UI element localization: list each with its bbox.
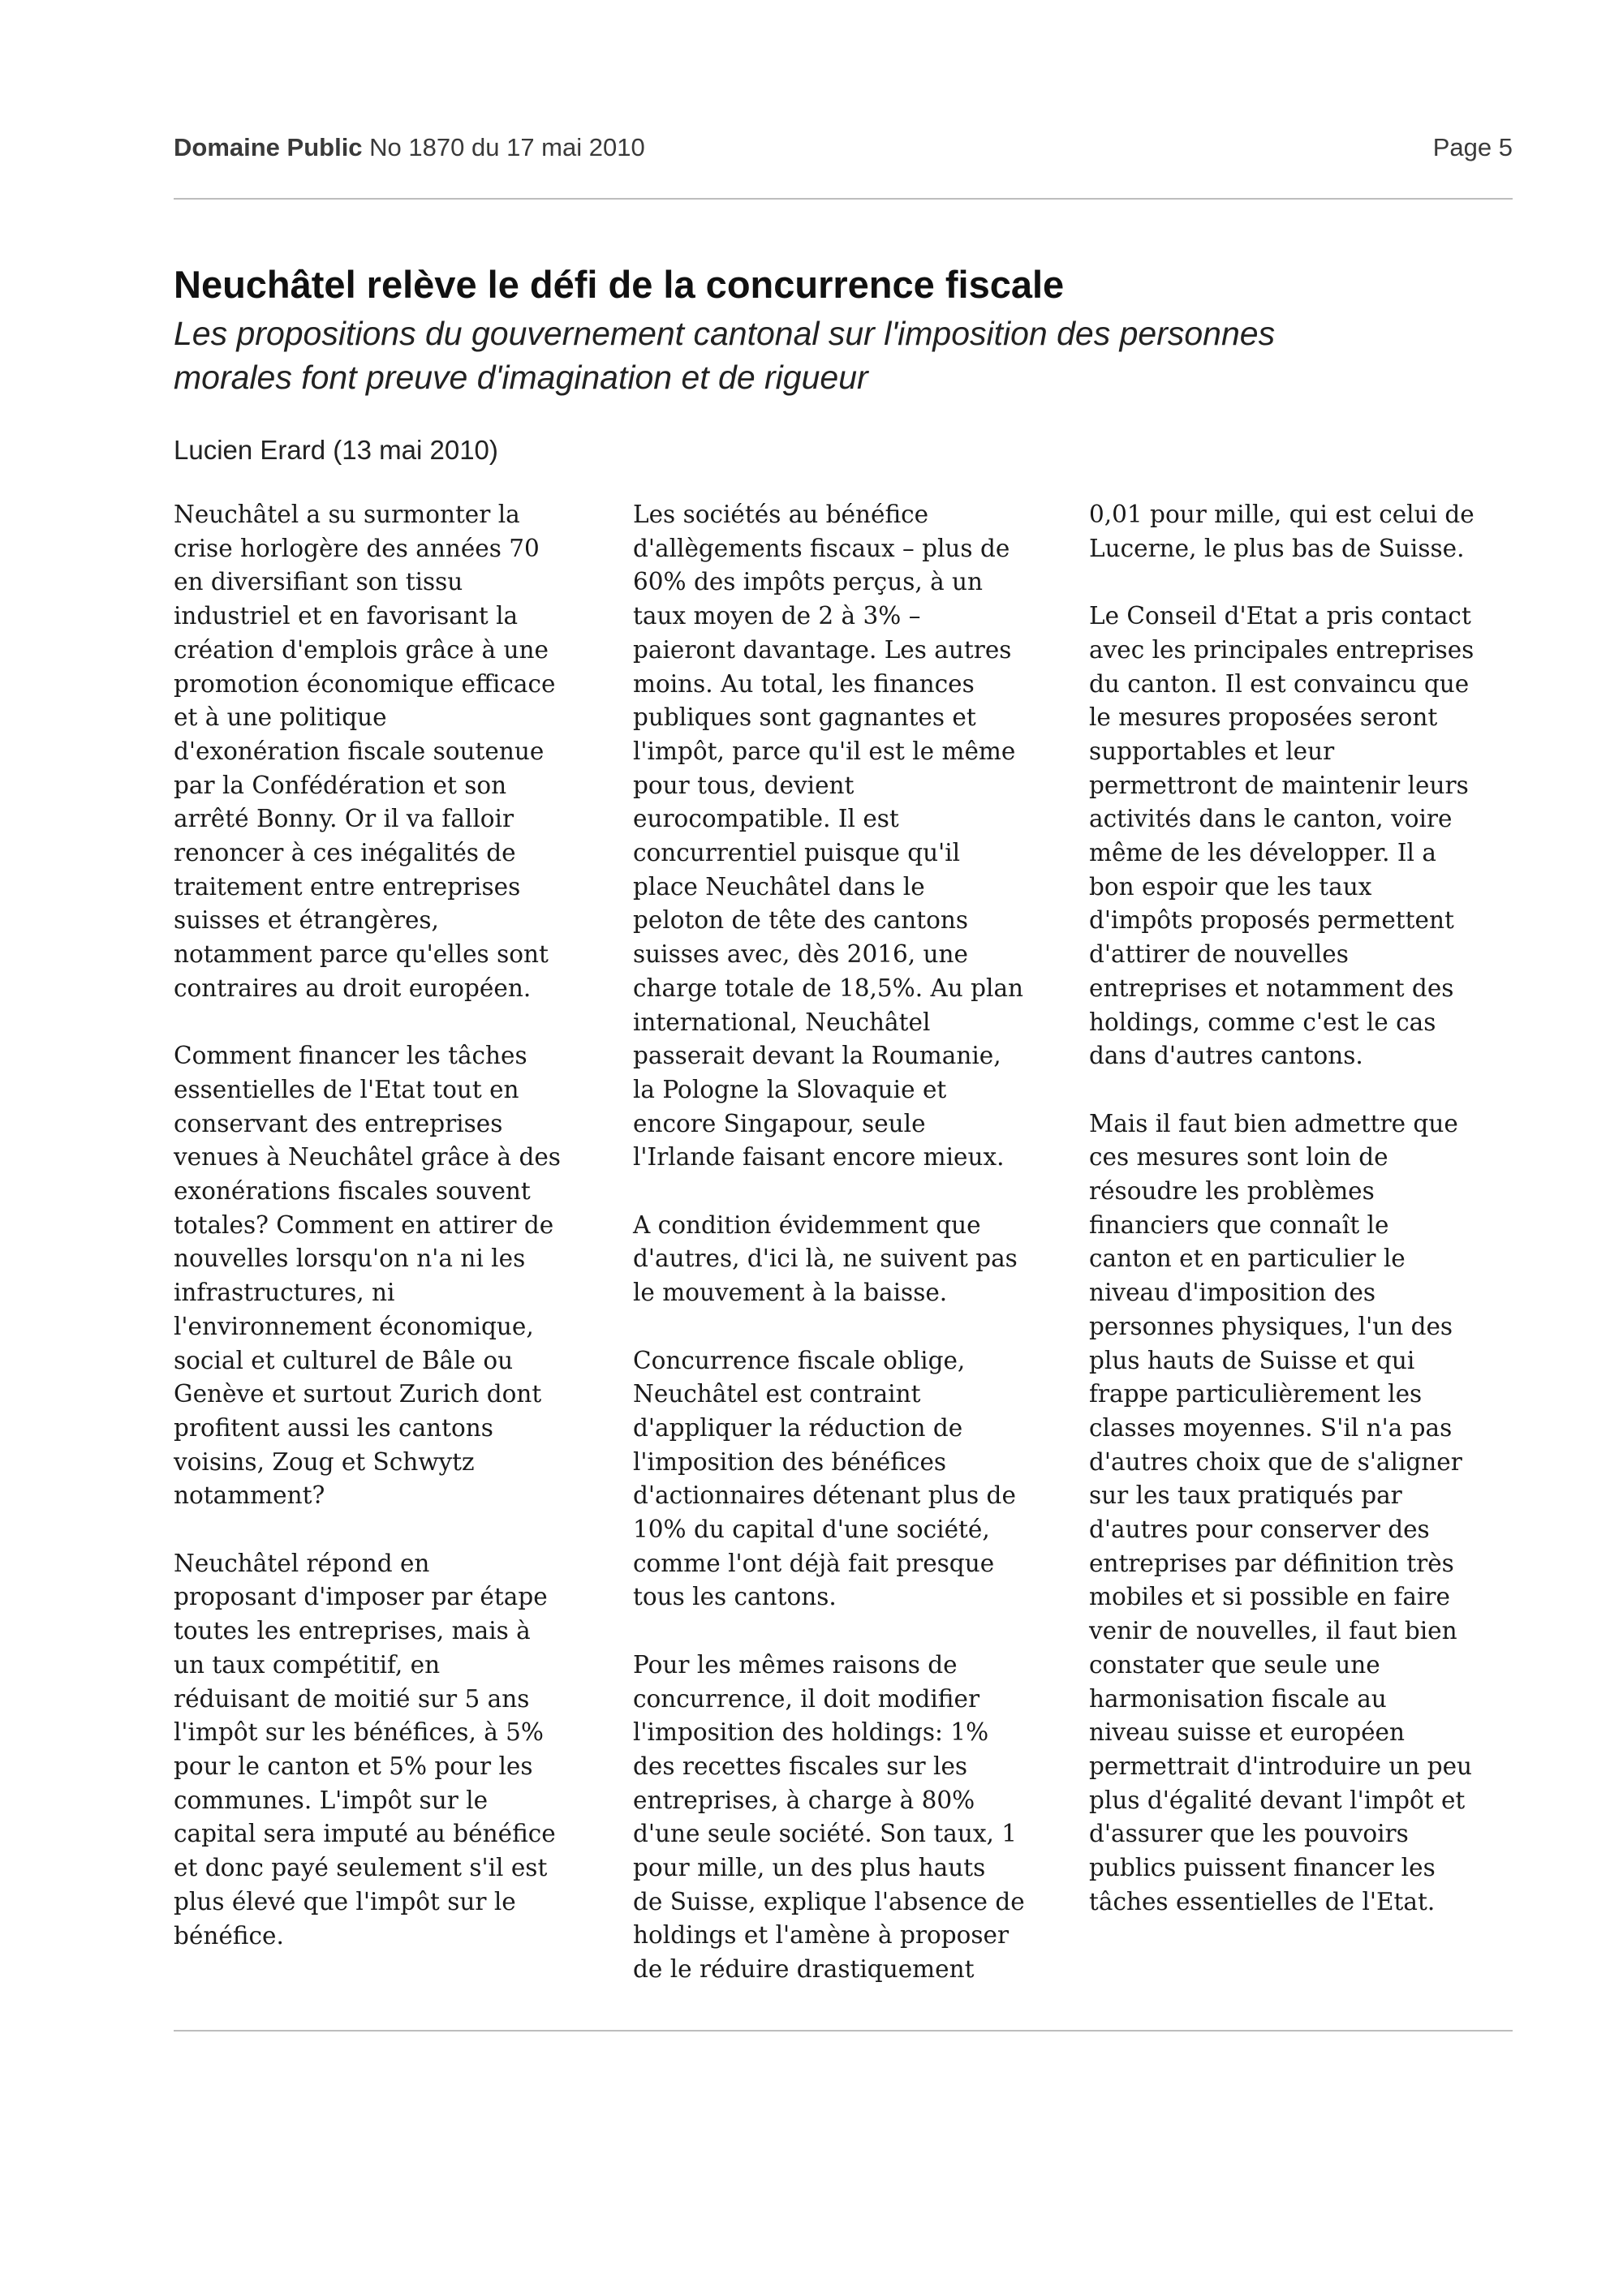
text-column-2 xyxy=(633,498,1055,1987)
text-line: social et culturel de Bâle ou xyxy=(174,1346,514,1374)
text-line: résoudre les problèmes xyxy=(1089,1177,1375,1206)
text-line: charge totale de 18,5%. Au plan xyxy=(633,974,1024,1002)
text-line: des recettes fiscales sur les xyxy=(633,1752,968,1780)
subtitle-line: Les propositions du gouvernement cantonal sur l'imposition des personnes xyxy=(174,315,1276,352)
text-line: le mouvement à la baisse. xyxy=(633,1279,948,1307)
text-line: eurocompatible. Il est xyxy=(633,805,899,833)
text-line: capital sera imputé au bénéfice xyxy=(174,1820,556,1848)
text-line: concurrentiel puisque qu'il xyxy=(633,839,961,867)
article-title: Neuchâtel relève le défi de la concurrence fiscale xyxy=(174,263,1065,306)
text-line: publics puissent financer les xyxy=(1089,1854,1436,1882)
text-line: holdings et l'amène à proposer xyxy=(633,1921,1010,1950)
text-line: l'Irlande faisant encore mieux. xyxy=(633,1143,1005,1172)
text-line: Pour les mêmes raisons de xyxy=(633,1650,958,1679)
text-line: suisses avec, dès 2016, une xyxy=(633,940,968,969)
text-column-3 xyxy=(1089,498,1511,1920)
text-line: toutes les entreprises, mais à xyxy=(174,1617,531,1645)
paragraph xyxy=(633,1209,1055,1310)
text-line: niveau suisse et européen xyxy=(1089,1718,1406,1747)
text-line: financiers que connaît le xyxy=(1089,1210,1389,1239)
text-line: entreprises par définition très xyxy=(1089,1549,1454,1577)
text-line: de le réduire drastiquement xyxy=(633,1955,975,1984)
issue-info: No 1870 du 17 mai 2010 xyxy=(369,133,645,161)
header-left xyxy=(174,133,645,162)
text-line: pour mille, un des plus hauts xyxy=(633,1854,986,1882)
text-line: renoncer à ces inégalités de xyxy=(174,839,516,867)
text-line: bon espoir que les taux xyxy=(1089,872,1372,901)
paragraph-gap xyxy=(1089,565,1511,600)
paragraph-gap xyxy=(1089,1073,1511,1107)
text-line: passerait devant la Roumanie, xyxy=(633,1042,1001,1070)
text-line: suisses et étrangères, xyxy=(174,906,439,935)
text-line: et à une politique xyxy=(174,703,387,732)
text-line: niveau d'imposition des xyxy=(1089,1279,1376,1307)
text-line: 60% des impôts perçus, à un xyxy=(633,568,984,596)
text-line: moins. Au total, les finances xyxy=(633,669,975,698)
text-line: conservant des entreprises xyxy=(174,1109,503,1137)
text-line: notamment? xyxy=(174,1481,325,1510)
text-line: tâches essentielles de l'Etat. xyxy=(1089,1887,1436,1915)
text-line: d'attirer de nouvelles xyxy=(1089,940,1349,969)
text-line: sur les taux pratiqués par xyxy=(1089,1481,1402,1510)
paragraph xyxy=(174,1039,596,1513)
text-line: l'impôt sur les bénéfices, à 5% xyxy=(174,1718,544,1747)
paragraph xyxy=(1089,1107,1511,1920)
text-line: même de les développer. Il a xyxy=(1089,839,1436,867)
text-line: d'autres pour conserver des xyxy=(1089,1516,1430,1544)
text-line: d'autres, d'ici là, ne suivent pas xyxy=(633,1245,1018,1273)
text-line: holdings, comme c'est le cas xyxy=(1089,1008,1436,1036)
paragraph xyxy=(174,1547,596,1953)
text-line: d'assurer que les pouvoirs xyxy=(1089,1820,1409,1848)
text-line: d'autres choix que de s'aligner xyxy=(1089,1447,1462,1476)
text-line: promotion économique efficace xyxy=(174,669,556,698)
text-line: la Pologne la Slovaquie et xyxy=(633,1075,947,1103)
text-line: canton et en particulier le xyxy=(1089,1245,1406,1273)
text-line: dans d'autres cantons. xyxy=(1089,1042,1363,1070)
text-line: pour le canton et 5% pour les xyxy=(174,1752,533,1780)
text-line: permettrait d'introduire un peu xyxy=(1089,1752,1473,1780)
paragraph xyxy=(633,1344,1055,1615)
text-line: communes. L'impôt sur le xyxy=(174,1786,489,1814)
text-line: création d'emplois grâce à une xyxy=(174,635,549,664)
text-line: réduisant de moitié sur 5 ans xyxy=(174,1684,530,1713)
paragraph xyxy=(174,498,596,1006)
paragraph-gap xyxy=(633,1615,1055,1649)
text-line: d'une seule société. Son taux, 1 xyxy=(633,1820,1018,1848)
text-line: exonérations fiscales souvent xyxy=(174,1177,531,1206)
text-line: d'impôts proposés permettent xyxy=(1089,906,1454,935)
paragraph xyxy=(1089,600,1511,1073)
text-line: l'imposition des holdings: 1% xyxy=(633,1718,989,1747)
text-line: en diversifiant son tissu xyxy=(174,568,463,596)
text-line: mobiles et si possible en faire xyxy=(1089,1583,1450,1611)
text-line: bénéfice. xyxy=(174,1921,284,1950)
text-line: publiques sont gagnantes et xyxy=(633,703,976,732)
text-line: Neuchâtel a su surmonter la xyxy=(174,501,520,528)
text-line: infrastructures, ni xyxy=(174,1279,395,1307)
text-line: concurrence, il doit modifier xyxy=(633,1684,980,1713)
text-line: l'imposition des bénéfices xyxy=(633,1447,947,1476)
text-line: un taux compétitif, en xyxy=(174,1650,441,1679)
text-line: notamment parce qu'elles sont xyxy=(174,940,549,969)
paragraph xyxy=(633,1649,1055,1987)
text-line: traitement entre entreprises xyxy=(174,872,521,901)
text-line: peloton de tête des cantons xyxy=(633,906,968,935)
text-line: classes moyennes. S'il n'a pas xyxy=(1089,1413,1453,1442)
text-line: harmonisation fiscale au xyxy=(1089,1684,1387,1713)
text-line: l'impôt, parce qu'il est le même xyxy=(633,737,1016,765)
text-line: le mesures proposées seront xyxy=(1089,703,1438,732)
text-line: place Neuchâtel dans le xyxy=(633,872,925,901)
text-line: proposant d'imposer par étape xyxy=(174,1583,548,1611)
text-line: de Suisse, explique l'absence de xyxy=(633,1887,1025,1915)
text-line: d'allègements fiscaux – plus de xyxy=(633,534,1010,562)
text-line: plus élevé que l'impôt sur le xyxy=(174,1887,516,1915)
text-line: d'actionnaires détenant plus de xyxy=(633,1481,1016,1510)
paragraph xyxy=(633,498,1055,1175)
publication-name: Domaine Public xyxy=(174,133,363,161)
text-line: totales? Comment en attirer de xyxy=(174,1210,554,1239)
text-line: Neuchâtel est contraint xyxy=(633,1380,921,1408)
text-line: Comment financer les tâches xyxy=(174,1042,527,1070)
page-header xyxy=(174,133,1513,170)
text-line: entreprises, à charge à 80% xyxy=(633,1786,975,1814)
text-column-1 xyxy=(174,498,596,1953)
text-line: A condition évidemment que xyxy=(633,1210,981,1239)
text-line: permettront de maintenir leurs xyxy=(1089,771,1469,799)
text-line: 0,01 pour mille, qui est celui de xyxy=(1089,501,1474,528)
header-divider xyxy=(174,198,1513,200)
text-line: Mais il faut bien admettre que xyxy=(1089,1109,1458,1137)
text-line: contraires au droit européen. xyxy=(174,974,532,1002)
text-line: international, Neuchâtel xyxy=(633,1008,931,1036)
text-line: par la Confédération et son xyxy=(174,771,507,799)
text-line: nouvelles lorsqu'on n'a ni les xyxy=(174,1245,526,1273)
text-line: crise horlogère des années 70 xyxy=(174,534,540,562)
text-line: arrêté Bonny. Or il va falloir xyxy=(174,805,514,833)
text-line: comme l'ont déjà fait presque xyxy=(633,1549,995,1577)
text-line: d'appliquer la réduction de xyxy=(633,1413,963,1442)
text-line: industriel et en favorisant la xyxy=(174,602,519,630)
text-line: ces mesures sont loin de xyxy=(1089,1143,1388,1172)
text-line: avec les principales entreprises xyxy=(1089,635,1474,664)
text-line: personnes physiques, l'un des xyxy=(1089,1312,1453,1340)
text-line: activités dans le canton, voire xyxy=(1089,805,1453,833)
text-line: plus hauts de Suisse et qui xyxy=(1089,1346,1415,1374)
paragraph-gap xyxy=(174,1006,596,1040)
subtitle-line: morales font preuve d'imagination et de rigueur xyxy=(174,359,868,396)
text-line: Neuchâtel répond en xyxy=(174,1549,430,1577)
text-line: Concurrence fiscale oblige, xyxy=(633,1346,966,1374)
text-line: voisins, Zoug et Schwytz xyxy=(174,1447,475,1476)
document-page xyxy=(174,0,1513,2296)
text-line: entreprises et notamment des xyxy=(1089,974,1454,1002)
text-line: l'environnement économique, xyxy=(174,1312,534,1340)
text-line: pour tous, devient xyxy=(633,771,855,799)
text-line: 10% du capital d'une société, xyxy=(633,1516,990,1544)
text-line: venir de nouvelles, il faut bien xyxy=(1089,1617,1457,1645)
text-line: tous les cantons. xyxy=(633,1583,837,1611)
text-line: taux moyen de 2 à 3% – xyxy=(633,602,921,630)
text-line: frappe particulièrement les xyxy=(1089,1380,1423,1408)
text-line: venues à Neuchâtel grâce à des xyxy=(174,1143,561,1172)
article-byline: Lucien Erard (13 mai 2010) xyxy=(174,435,498,465)
text-line: Genève et surtout Zurich dont xyxy=(174,1380,542,1408)
paragraph-gap xyxy=(633,1175,1055,1209)
page-number: Page 5 xyxy=(1432,133,1513,161)
text-line: Les sociétés au bénéfice xyxy=(633,501,929,528)
footer-divider xyxy=(174,2030,1513,2032)
text-line: paieront davantage. Les autres xyxy=(633,635,1012,664)
text-line: Lucerne, le plus bas de Suisse. xyxy=(1089,534,1465,562)
text-line: plus d'égalité devant l'impôt et xyxy=(1089,1786,1466,1814)
text-line: supportables et leur xyxy=(1089,737,1335,765)
text-line: et donc payé seulement s'il est xyxy=(174,1854,548,1882)
text-line: d'exonération fiscale soutenue xyxy=(174,737,545,765)
article-subtitle xyxy=(174,312,1513,399)
text-line: constater que seule une xyxy=(1089,1650,1380,1679)
paragraph-gap xyxy=(174,1513,596,1547)
text-line: du canton. Il est convaincu que xyxy=(1089,669,1470,698)
paragraph xyxy=(1089,498,1511,565)
paragraph-gap xyxy=(633,1310,1055,1344)
text-line: Le Conseil d'Etat a pris contact xyxy=(1089,602,1471,630)
text-line: essentielles de l'Etat tout en xyxy=(174,1075,519,1103)
text-line: profitent aussi les cantons xyxy=(174,1413,493,1442)
text-line: encore Singapour, seule xyxy=(633,1109,926,1137)
